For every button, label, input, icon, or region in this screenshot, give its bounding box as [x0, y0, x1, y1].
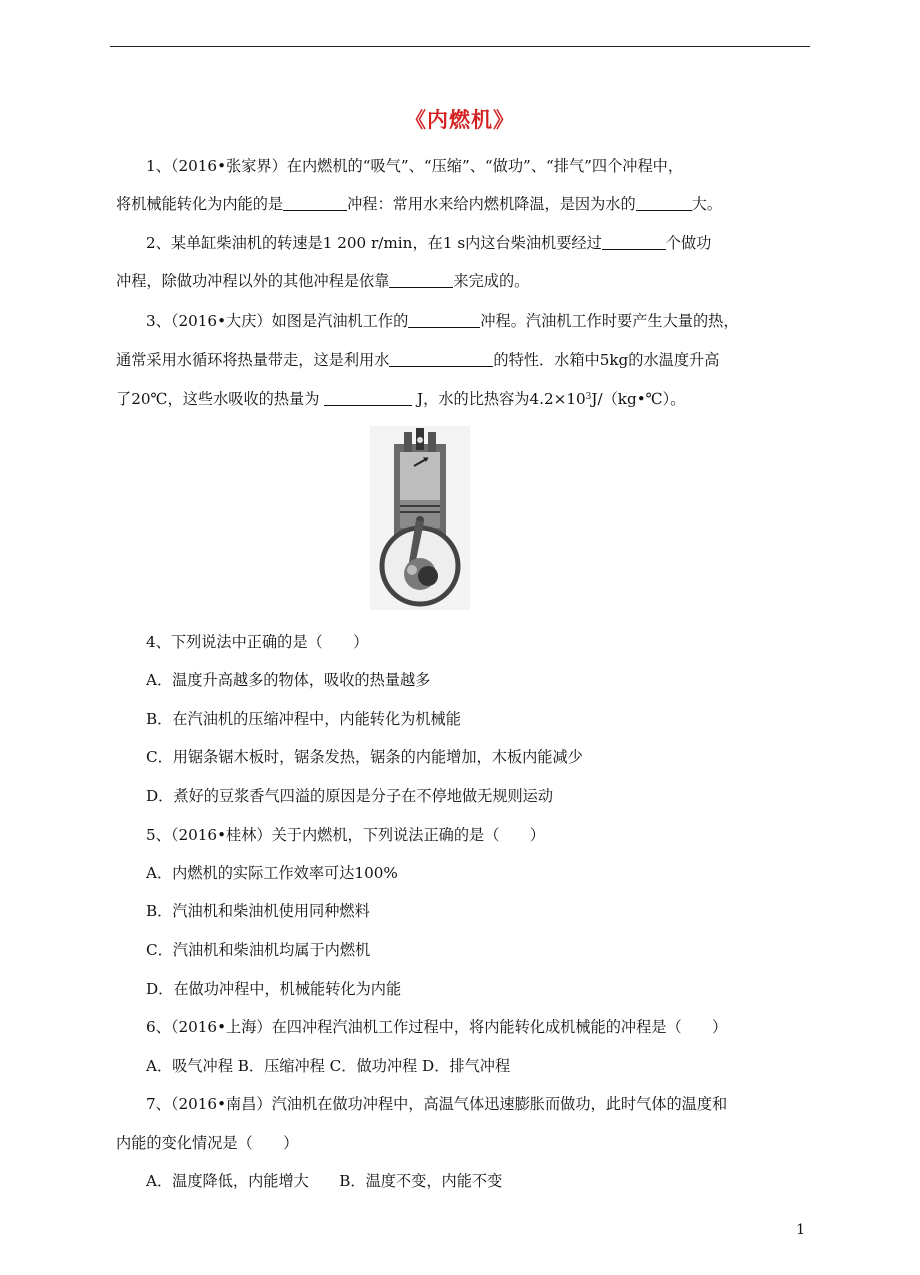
- q3-blank-2[interactable]: [389, 352, 493, 367]
- q3-line-1: 3、（2016•大庆）如图是汽油机工作的 冲程。汽油机工作时要产生大量的热，: [146, 312, 739, 330]
- q2-blank-1[interactable]: [602, 235, 666, 250]
- q1-blank-2[interactable]: [636, 196, 692, 211]
- q5-option-c[interactable]: C．汽油机和柴油机均属于内燃机: [146, 941, 371, 959]
- q1-line-1: 1、（2016•张家界）在内燃机的“吸气”、“压缩”、“做功”、“排气”四个冲程中，: [146, 157, 684, 175]
- q7-options[interactable]: A．温度降低，内能增大 B．温度不变，内能不变: [146, 1172, 503, 1190]
- q4-option-a[interactable]: A．温度升高越多的物体，吸收的热量越多: [146, 671, 431, 689]
- q3-line-2: 通常采用水循环将热量带走，这是利用水 的特性．水箱中5kg的水温度升高: [116, 351, 720, 369]
- q5-stem: 5、（2016•桂林）关于内燃机，下列说法正确的是（ ）: [146, 826, 545, 844]
- q2-blank-2[interactable]: [389, 273, 453, 288]
- q2-line-2: 冲程，除做功冲程以外的其他冲程是依靠 来完成的。: [116, 272, 530, 290]
- q1-blank-1[interactable]: [283, 196, 347, 211]
- q4-option-c[interactable]: C．用锯条锯木板时，锯条发热，锯条的内能增加，木板内能减少: [146, 748, 583, 766]
- q3-blank-3[interactable]: [324, 391, 412, 406]
- q1-line-2: 将机械能转化为内能的是 冲程：常用水来给内燃机降温，是因为水的 大。: [116, 195, 722, 213]
- header-rule: [110, 46, 810, 47]
- q5-option-a[interactable]: A．内燃机的实际工作效率可达100%: [146, 864, 398, 882]
- q5-option-d[interactable]: D．在做功冲程中，机械能转化为内能: [146, 980, 402, 998]
- page-title: 《内燃机》: [405, 108, 515, 132]
- page-number: 1: [796, 1222, 805, 1238]
- q5-option-b[interactable]: B．汽油机和柴油机使用同种燃料: [146, 902, 370, 920]
- q4-option-d[interactable]: D．煮好的豆浆香气四溢的原因是分子在不停地做无规则运动: [146, 787, 554, 805]
- q7-line-1: 7、（2016•南昌）汽油机在做功冲程中，高温气体迅速膨胀而做功，此时气体的温度和: [146, 1095, 728, 1113]
- q4-stem: 4、下列说法中正确的是（ ）: [146, 633, 369, 651]
- q2-line-1: 2、某单缸柴油机的转速是1 200 r/min，在1 s内这台柴油机要经过 个做功: [146, 234, 712, 252]
- gasoline-engine-figure: [370, 426, 470, 610]
- q3-blank-1[interactable]: [408, 313, 480, 328]
- q6-stem: 6、（2016•上海）在四冲程汽油机工作过程中，将内能转化成机械能的冲程是（ ）: [146, 1018, 728, 1036]
- q7-line-2: 内能的变化情况是（ ）: [116, 1134, 299, 1152]
- q4-option-b[interactable]: B．在汽油机的压缩冲程中，内能转化为机械能: [146, 710, 461, 728]
- q6-options[interactable]: A．吸气冲程 B．压缩冲程 C．做功冲程 D．排气冲程: [146, 1057, 511, 1075]
- q3-line-3: 了20℃，这些水吸收的热量为 J，水的比热容为$4.2\times 10^3J/(kg•℃)$。: [116, 390, 686, 408]
